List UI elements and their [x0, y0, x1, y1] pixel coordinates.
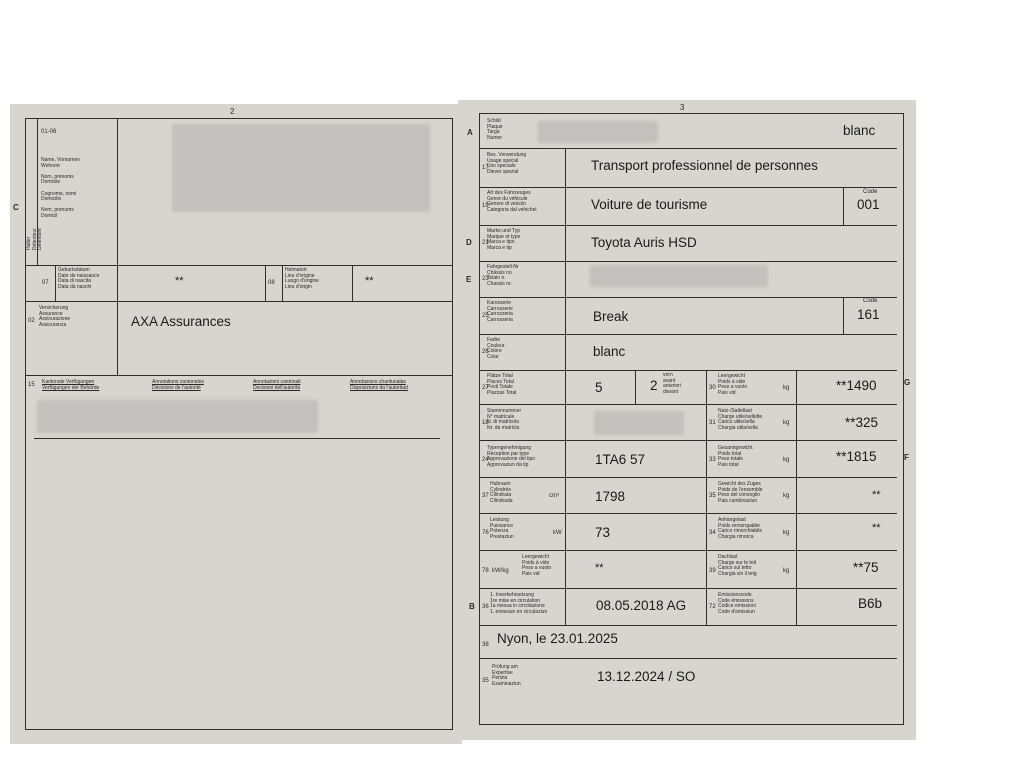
insurance-number: 02 — [28, 318, 35, 324]
matricule-number: 18 — [482, 420, 489, 426]
gross-weight-number: 33 — [709, 457, 716, 463]
decisions-label-it: Annotazioni cantonali Decisioni dell'autorità — [253, 379, 301, 391]
body-value: Break — [593, 309, 629, 324]
chassis-labels: Fahrgestell-Nr Châssis no Telaio n. Chassis nr. — [487, 264, 519, 287]
insurance-value: AXA Assurances — [131, 314, 231, 329]
power-unit: kW — [553, 530, 562, 536]
redacted-decision-text — [37, 400, 318, 433]
train-weight-number: 35 — [709, 493, 716, 499]
payload-value: **325 — [845, 415, 879, 430]
empty-weight-value: **1490 — [836, 378, 877, 393]
decisions-label-fr: Annotations cantonales Décisions de l'autorité — [152, 379, 204, 391]
margin-mark-a: A — [467, 128, 473, 137]
margin-mark-f: F — [904, 453, 909, 462]
seats-labels: Plätze Total Places Total Posti Totale Plazzas Total — [487, 373, 517, 396]
power-number: 76 — [482, 530, 489, 536]
cylinder-unit: cm³ — [549, 493, 559, 499]
train-weight-value: ** — [872, 489, 881, 501]
roof-load-unit: kg — [783, 568, 790, 574]
origin-number: 08 — [268, 280, 275, 286]
tow-load-labels: Anhängelast Poids remorquable Carico rimorchiabile Chargia rimorca — [718, 517, 763, 540]
origin-value: ** — [365, 275, 374, 287]
seats-total-value: 5 — [595, 380, 603, 395]
vehicle-kind-code-label: Code — [863, 189, 878, 195]
make-labels: Marke und Typ Marque et type Marca e tipo Marca e tip — [487, 228, 521, 251]
seats-front-labels: vorn avant anteriori davant — [663, 372, 682, 395]
holder-rotated-label: Halter Détenteur Detentore — [26, 228, 43, 250]
kw-kg-value: ** — [595, 562, 604, 574]
payload-labels: Nutz-/Sattellast Charge utile/sellette Carico utile/sella Chargia utila/sella — [718, 408, 763, 431]
body-labels: Karosserie Carrosserie Carrozzeria Carrosseria — [487, 300, 513, 323]
roof-load-number: 39 — [709, 568, 716, 574]
plate-color-value: blanc — [843, 123, 876, 138]
plate-labels: Schild Plaque Targa Numer — [487, 118, 503, 141]
vehicle-kind-labels: Art des Fahrzeuges Genre du véhicule Genere di veicolo Categoria dal vehichel — [487, 190, 537, 213]
type-approval-labels: Typengenehmigung Réception par type Approvazione del tipo Approvaziun da tip — [487, 445, 536, 468]
kw-kg-label: kW/kg — [492, 568, 509, 574]
gross-weight-value: **1815 — [836, 449, 877, 464]
vehicle-kind-code: 001 — [857, 197, 880, 212]
insurance-labels: Versicherung Assurance Assicurazione Assicuranza — [39, 305, 71, 328]
expertise-value: 13.12.2024 / SO — [597, 669, 696, 684]
train-weight-unit: kg — [783, 493, 790, 499]
birth-date-value: ** — [175, 275, 184, 287]
decisions-label-rm: Annotaziuns chantunalas Disposiziuns da l'autoritad — [350, 379, 408, 391]
make-value: Toyota Auris HSD — [591, 235, 697, 250]
chassis-number: 23 — [482, 276, 489, 282]
usage-number: 17 — [482, 165, 489, 171]
first-circ-value: 08.05.2018 AG — [596, 598, 687, 613]
color-labels: Farbe Couleur Colore Colur — [487, 337, 505, 360]
empty-weight-labels: Leergewicht Poids à vide Peso a vuoto Pais vid — [718, 373, 748, 396]
origin-labels: Heimatort Lieu d'origine Luogo d'origine Lieu d'origin — [285, 267, 320, 290]
empty-weight-unit: kg — [783, 385, 790, 391]
gross-weight-unit: kg — [783, 457, 790, 463]
usage-labels: Bes. Verwendung Usage spécial Uso speciale Diever spezial — [487, 152, 527, 175]
make-number: 21 — [482, 240, 489, 246]
holder-name-labels: Name, Vornamen Wohnort Nom, prénoms Domicile Cognome, nomi Domicilio Nom, prenums Domicil — [41, 157, 80, 219]
tow-load-unit: kg — [783, 530, 790, 536]
redacted-holder-name — [172, 124, 430, 212]
first-circ-number: 36 — [482, 604, 489, 610]
birth-labels: Geburtsdatum Date de naissance Data di nascita Data da naschi — [58, 267, 100, 290]
decisions-number: 15 — [28, 382, 35, 388]
margin-mark-e: E — [466, 275, 472, 284]
color-value: blanc — [593, 344, 626, 359]
payload-number: 31 — [709, 420, 716, 426]
cylinder-labels: Hubraum Cylindrée Cilindrata Cilindrada — [490, 481, 513, 504]
expertise-number: 35 — [482, 678, 489, 684]
tow-load-number: 34 — [709, 530, 716, 536]
body-code-label: Code — [863, 298, 878, 304]
margin-mark-d: D — [466, 238, 472, 247]
usage-value: Transport professionnel de personnes — [591, 158, 818, 173]
vehicle-kind-value: Voiture de tourisme — [591, 197, 708, 212]
row-01-number: 01-06 — [41, 129, 57, 135]
place-date-number: 38 — [482, 642, 489, 648]
emission-number: 72 — [709, 604, 716, 610]
vehicle-kind-number: 19 — [482, 203, 489, 209]
margin-mark-g: G — [904, 378, 911, 387]
roof-load-labels: Dachlast Charge sur le toit Carico sul tetto Chargia sin il tetg — [718, 554, 757, 577]
first-circ-labels: 1. Inverkehrsetzung 1re mise en circulation 1a messa in circolazione 1. emissiun en circulaziun — [490, 592, 548, 615]
margin-mark-b: B — [469, 602, 475, 611]
gross-weight-labels: Gesamtgewicht Poids total Peso totale Pais total — [718, 445, 753, 468]
place-date-value: Nyon, le 23.01.2025 — [497, 631, 618, 646]
redacted-plate-number — [538, 121, 658, 143]
tow-load-value: ** — [872, 522, 881, 534]
left-page-number: 2 — [230, 107, 235, 116]
redacted-matricule — [594, 411, 684, 435]
expertise-labels: Prüfung am Expertise Perizia Examinaziun — [492, 664, 521, 687]
emission-value: B6b — [858, 596, 883, 611]
seats-front-value: 2 — [650, 378, 658, 393]
decisions-label-de: Kantonale Verfügungen Verfügungen der Behörde — [42, 379, 100, 391]
type-approval-number: 24 — [482, 457, 489, 463]
type-approval-value: 1TA6 57 — [595, 452, 646, 467]
birth-number: 07 — [42, 280, 49, 286]
left-margin-mark-c: C — [13, 203, 19, 212]
matricule-labels: Stammnummer N° matricule N. di matricola Nr. da matricla — [487, 408, 522, 431]
train-weight-labels: Gewicht des Zuges Poids de l'ensemble Peso del convoglio Pais cumbinaziun — [718, 481, 763, 504]
kw-kg-labels: Leergewicht Poids à vide Peso a vuoto Pais vid — [522, 554, 552, 577]
body-number: 25 — [482, 313, 489, 319]
kw-kg-number: 78 — [482, 568, 489, 574]
power-labels: Leistung Puissance Potenza Prestaziun — [490, 517, 514, 540]
payload-unit: kg — [783, 420, 790, 426]
color-number: 26 — [482, 349, 489, 355]
right-page-number: 3 — [680, 103, 685, 112]
cylinder-number: 37 — [482, 493, 489, 499]
empty-weight-number: 30 — [709, 385, 716, 391]
cylinder-value: 1798 — [595, 489, 626, 504]
seats-number: 27 — [482, 385, 489, 391]
redacted-chassis-number — [590, 265, 768, 287]
body-code: 161 — [857, 307, 880, 322]
roof-load-value: **75 — [853, 560, 879, 575]
power-value: 73 — [595, 525, 611, 540]
emission-labels: Emissionscode Code émissions Codice emissioni Code d'emissiun — [718, 592, 756, 615]
